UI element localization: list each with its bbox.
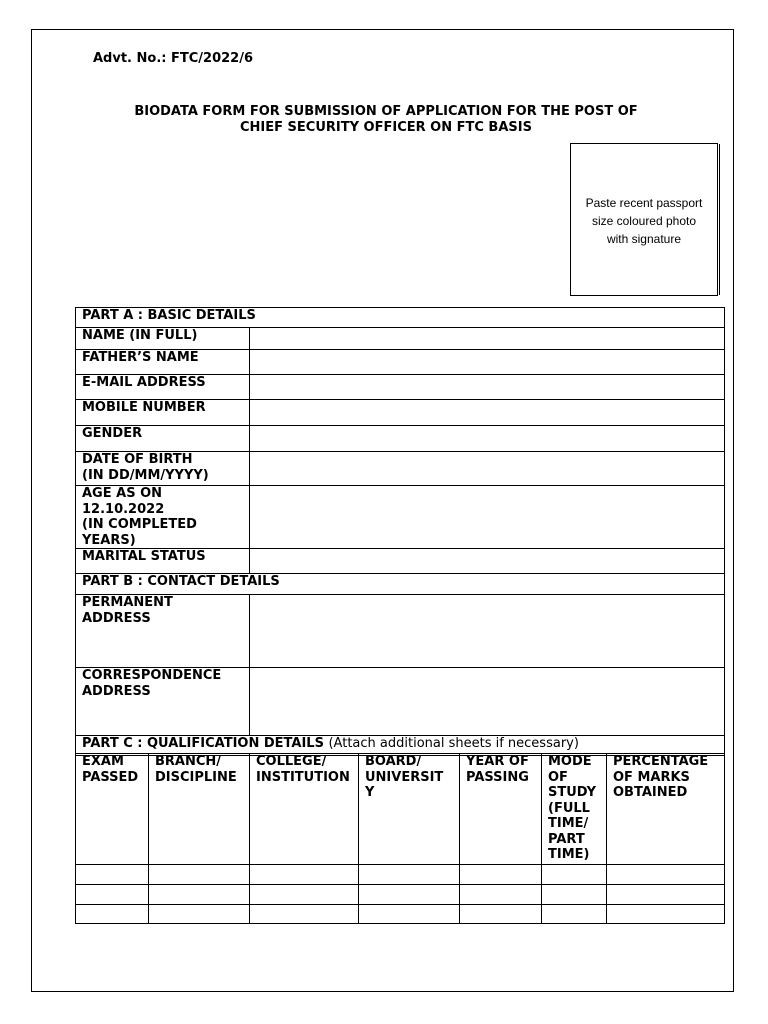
table-row: [76, 905, 725, 924]
table-cell[interactable]: [359, 885, 460, 905]
table-cell[interactable]: [359, 905, 460, 924]
age-label: [76, 486, 250, 549]
col-header-text: UNIVERSIT: [365, 769, 444, 785]
dob-label-line-2: (IN DD/MM/YYYY): [82, 467, 209, 483]
col-header-text: BOARD/: [365, 754, 422, 769]
table-cell[interactable]: [359, 865, 460, 885]
table-cell[interactable]: [250, 885, 359, 905]
form-title: [40, 104, 732, 136]
table-cell[interactable]: [607, 905, 725, 924]
col-header-exam-passed: [76, 754, 149, 865]
form-title-line-1: BIODATA FORM FOR SUBMISSION OF APPLICATION FOR THE POST OF: [134, 104, 638, 119]
dob-label-line-1: DATE OF BIRTH: [82, 452, 193, 467]
col-header-percentage: [607, 754, 725, 865]
name-label: NAME (IN FULL): [76, 328, 250, 350]
marital-status-field[interactable]: [250, 549, 725, 574]
col-header-text: OF: [548, 769, 568, 785]
photo-box: [570, 143, 718, 296]
photo-instruction-line-1: Paste recent passport: [585, 196, 703, 210]
part-c-title: PART C : QUALIFICATION DETAILS: [82, 736, 324, 751]
marital-status-label: MARITAL STATUS: [76, 549, 250, 574]
col-header-text: PASSED: [82, 769, 139, 785]
col-header-board: [359, 754, 460, 865]
col-header-text: OF MARKS: [613, 769, 690, 785]
age-label-line-3: (IN COMPLETED: [82, 517, 197, 532]
part-b-heading: PART B : CONTACT DETAILS: [76, 574, 725, 595]
permanent-address-label-line-2: ADDRESS: [82, 610, 151, 626]
correspondence-address-field[interactable]: [250, 668, 725, 736]
dob-label: [76, 452, 250, 486]
col-header-text: TIME/: [548, 816, 589, 831]
age-label-line-2: 12.10.2022: [82, 501, 165, 517]
col-header-text: TIME): [548, 847, 590, 862]
advertisement-number: Advt. No.: FTC/2022/6: [93, 51, 254, 66]
permanent-address-field[interactable]: [250, 595, 725, 668]
table-cell[interactable]: [76, 905, 149, 924]
table-cell[interactable]: [542, 905, 607, 924]
col-header-text: INSTITUTION: [256, 769, 350, 785]
qualification-table: [75, 753, 725, 924]
table-cell[interactable]: [149, 885, 250, 905]
gender-label: GENDER: [76, 426, 250, 452]
table-cell[interactable]: [542, 885, 607, 905]
col-header-text: (FULL: [548, 800, 590, 816]
table-cell[interactable]: [76, 885, 149, 905]
col-header-text: PASSING: [466, 769, 529, 785]
table-cell[interactable]: [607, 885, 725, 905]
photo-instruction: [571, 194, 717, 248]
form-title-line-2: CHIEF SECURITY OFFICER ON FTC BASIS: [240, 120, 532, 135]
correspondence-address-label: [76, 668, 250, 736]
mobile-label: MOBILE NUMBER: [76, 400, 250, 426]
table-cell[interactable]: [149, 865, 250, 885]
col-header-text: Y: [365, 785, 375, 800]
table-cell[interactable]: [460, 905, 542, 924]
col-header-text: DISCIPLINE: [155, 769, 237, 785]
age-field[interactable]: [250, 486, 725, 549]
col-header-text: MODE: [548, 754, 592, 769]
table-row: [76, 885, 725, 905]
basic-contact-details-table: [75, 307, 725, 756]
email-field[interactable]: [250, 375, 725, 400]
correspondence-address-label-line-2: ADDRESS: [82, 683, 151, 699]
permanent-address-label-line-1: PERMANENT: [82, 595, 173, 610]
photo-instruction-line-3: with signature: [606, 232, 682, 246]
table-cell[interactable]: [460, 865, 542, 885]
gender-field[interactable]: [250, 426, 725, 452]
part-a-heading: PART A : BASIC DETAILS: [76, 308, 725, 328]
part-c-note: (Attach additional sheets if necessary): [328, 736, 579, 751]
mobile-field[interactable]: [250, 400, 725, 426]
col-header-text: EXAM: [82, 754, 124, 769]
col-header-text: COLLEGE/: [256, 754, 327, 769]
col-header-branch: [149, 754, 250, 865]
table-cell[interactable]: [250, 905, 359, 924]
col-header-text: PART: [548, 831, 585, 847]
dob-field[interactable]: [250, 452, 725, 486]
photo-instruction-line-2: size coloured photo: [591, 214, 697, 228]
father-name-field[interactable]: [250, 350, 725, 375]
father-name-label: FATHER’S NAME: [76, 350, 250, 375]
col-header-text: BRANCH/: [155, 754, 222, 769]
table-cell[interactable]: [542, 865, 607, 885]
table-cell[interactable]: [460, 885, 542, 905]
age-label-line-4: YEARS): [82, 532, 136, 548]
col-header-mode: [542, 754, 607, 865]
name-field[interactable]: [250, 328, 725, 350]
age-label-line-1: AGE AS ON: [82, 486, 163, 501]
correspondence-address-label-line-1: CORRESPONDENCE: [82, 668, 222, 683]
table-cell[interactable]: [607, 865, 725, 885]
col-header-college: [250, 754, 359, 865]
col-header-text: OBTAINED: [613, 785, 688, 800]
table-cell[interactable]: [76, 865, 149, 885]
col-header-text: YEAR OF: [466, 754, 529, 769]
col-header-text: STUDY: [548, 785, 597, 800]
table-row: [76, 865, 725, 885]
col-header-text: PERCENTAGE: [613, 754, 709, 769]
col-header-year: [460, 754, 542, 865]
table-cell[interactable]: [149, 905, 250, 924]
email-label: E-MAIL ADDRESS: [76, 375, 250, 400]
table-cell[interactable]: [250, 865, 359, 885]
permanent-address-label: [76, 595, 250, 668]
